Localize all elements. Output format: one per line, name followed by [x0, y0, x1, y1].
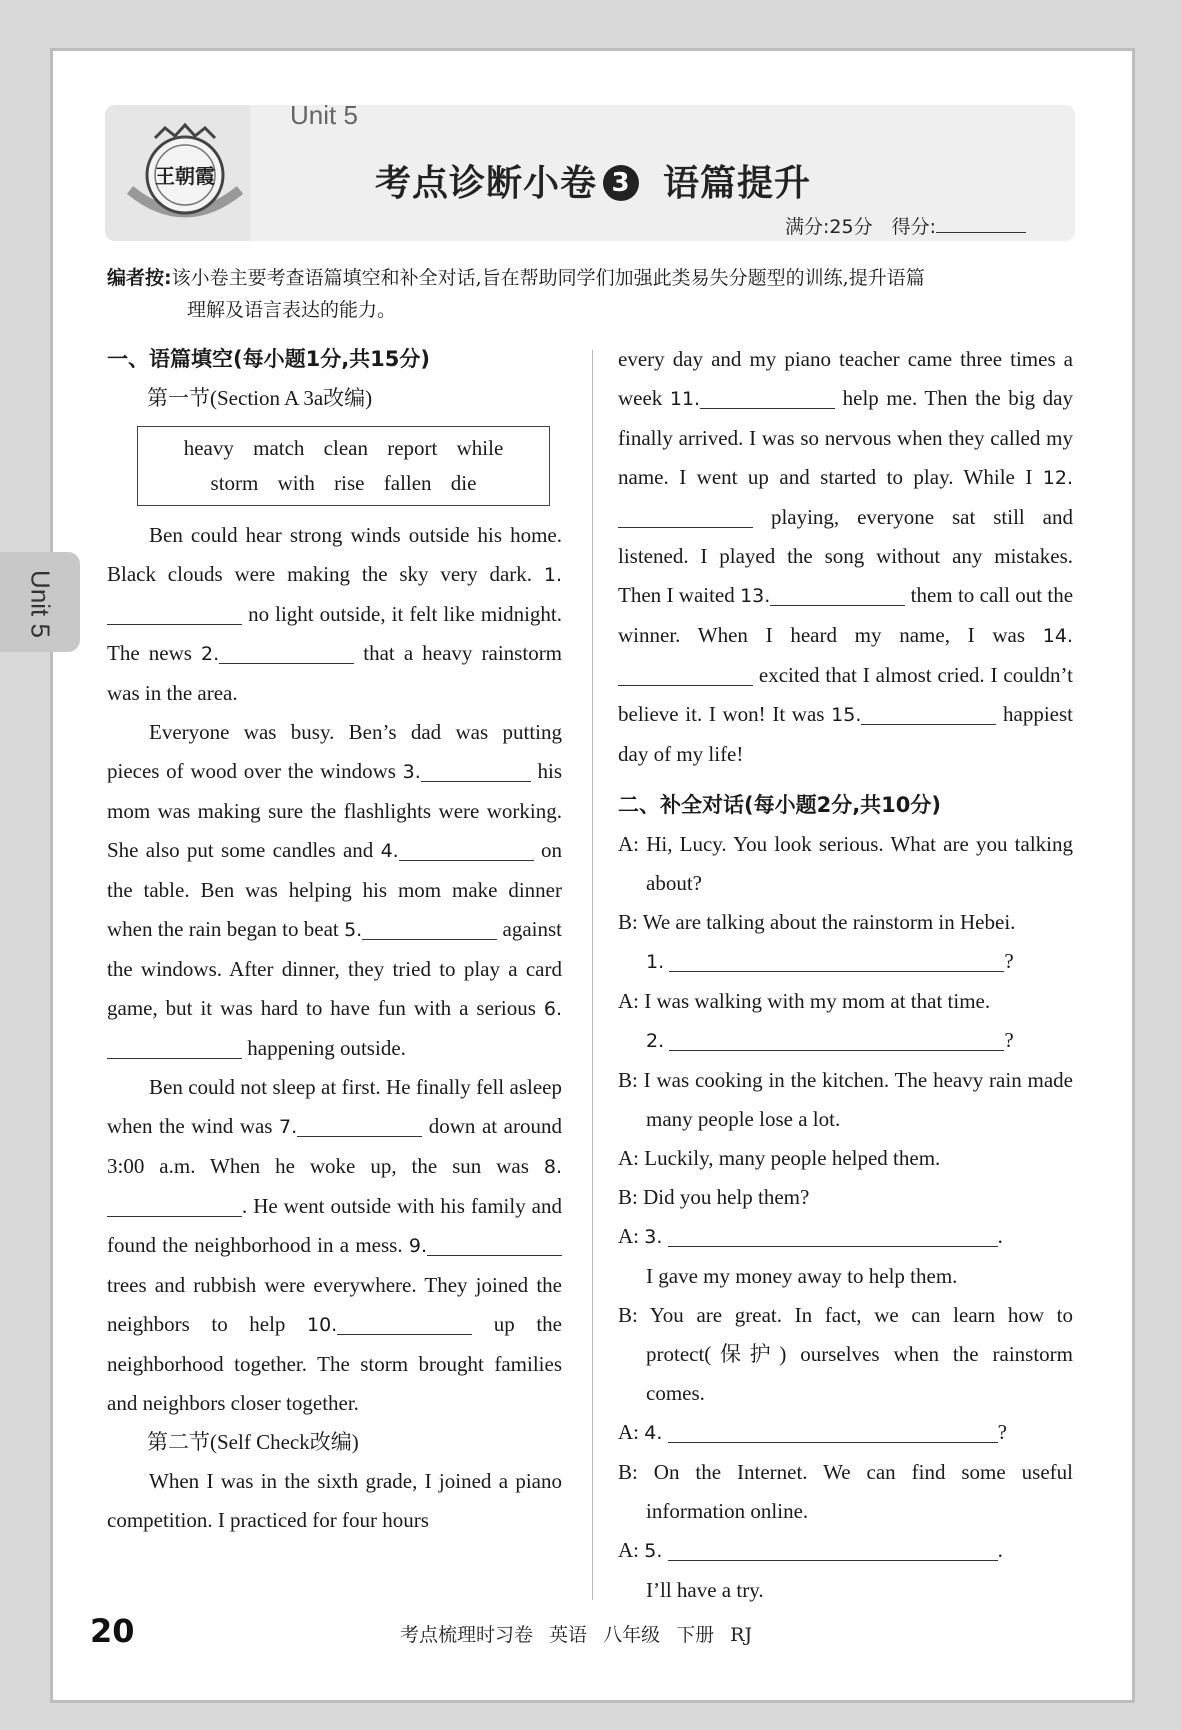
blank-11[interactable]: [700, 386, 835, 409]
unit-label: Unit 5: [290, 100, 358, 130]
dialogue-answer-5: A: 5. .: [618, 1538, 1003, 1562]
dialogue-blank-5[interactable]: [668, 1538, 998, 1561]
blank-1[interactable]: [107, 602, 242, 625]
left-column: [107, 340, 562, 1540]
dialogue-line: A: Luckily, many people helped them.: [618, 1146, 941, 1170]
blank-12[interactable]: [618, 505, 753, 528]
dialogue-answer-3: A: 3. .: [618, 1224, 1003, 1248]
blank-14[interactable]: [618, 663, 753, 686]
dialogue-line: I gave my money away to help them.: [646, 1264, 958, 1288]
passage-paragraph: Ben could hear strong winds outside his home. Black clouds were making the sky very dark. 1. no light outside, it felt like midnight. The news 2. that a heavy rainstorm was in the area.: [107, 523, 563, 705]
score-line: 满分:25分 得分:: [785, 212, 1026, 239]
blank-3[interactable]: [421, 759, 531, 782]
word-bank: heavy match clean report while storm with rise fallen die: [137, 426, 550, 506]
blank-13[interactable]: [770, 583, 905, 606]
dialogue-blank-4[interactable]: [668, 1420, 998, 1443]
passage-paragraph: Everyone was busy. Ben’s dad was putting pieces of wood over the windows 3. his mom was making sure the flashlights were working. She also put some candles and 4. on the table. Ben was helping his mom make dinner when the rain began to beat 5. against the windows. After dinner, they tried to play a card game, but it was hard to have fun with a serious 6. happening outside.: [107, 720, 563, 1060]
dialogue-blank-1[interactable]: [669, 949, 1004, 972]
editor-note: 编者按:该小卷主要考查语篇填空和补全对话,旨在帮助同学们加强此类易失分题型的训练,提升语篇 理解及语言表达的能力。: [107, 267, 925, 321]
side-unit-tab: Unit 5: [0, 552, 80, 652]
logo-text: 王朝霞: [155, 164, 215, 188]
right-column: [618, 340, 1073, 1610]
section1-heading: 第一节(Section A 3a改编): [147, 386, 373, 410]
dialogue-line: A: I was walking with my mom at that time.: [618, 989, 991, 1013]
circled-number: 3: [603, 165, 639, 201]
page-title: 考点诊断小卷 3 语篇提升: [375, 163, 812, 204]
dialogue-blank-3[interactable]: [668, 1224, 998, 1247]
dialogue-answer-2: 2. ?: [646, 1028, 1014, 1052]
dialogue-line: B: Did you help them?: [618, 1185, 810, 1209]
blank-4[interactable]: [399, 838, 534, 861]
passage-paragraph: When I was in the sixth grade, I joined a piano competition. I practiced for four hours: [107, 1469, 562, 1532]
column-divider: [592, 350, 593, 1600]
part1-heading: 一、语篇填空(每小题1分,共15分): [107, 347, 431, 371]
dialogue-line: B: I was cooking in the kitchen. The heavy rain made many people lose a lot.: [618, 1068, 1073, 1131]
footer-text: 考点梳理时习卷 英语 八年级 下册 RJ: [400, 1624, 753, 1646]
dialogue-line: B: You are great. In fact, we can learn how to protect(保护) ourselves when the rainstorm comes.: [618, 1303, 1073, 1405]
dialogue-line: B: We are talking about the rainstorm in Hebei.: [618, 910, 1016, 934]
section2-heading: 第二节(Self Check改编): [147, 1430, 359, 1454]
page-number: 20: [90, 1612, 135, 1650]
blank-2[interactable]: [219, 641, 354, 664]
dialogue-line: A: Hi, Lucy. You look serious. What are you talking about?: [618, 832, 1073, 895]
blank-10[interactable]: [337, 1312, 472, 1335]
dialogue-answer-1: 1. ?: [646, 949, 1014, 973]
passage-paragraph: Ben could not sleep at first. He finally fell asleep when the wind was 7. down at around 3:00 a.m. When he woke up, the sun was 8.. He went outside with his family and found the neighborhood in a mess. 9. trees and rubbish were everywhere. They joined the neighbors to help 10. up the neighborhood together. The storm brought families and neighbors closer together.: [107, 1075, 563, 1415]
score-blank[interactable]: [936, 232, 1026, 233]
blank-6[interactable]: [107, 1036, 242, 1059]
blank-15[interactable]: [861, 702, 996, 725]
publisher-logo: [120, 120, 250, 230]
blank-9[interactable]: [427, 1233, 562, 1256]
dialogue-answer-4: A: 4. ?: [618, 1420, 1007, 1444]
passage-continued: every day and my piano teacher came three times a week 11. help me. Then the big day finally arrived. I was so nervous when they called my name. I went up and started to play. While I 12. playing, everyone sat still and listened. I played the song without any mistakes. Then I waited 13. them to call out the winner. When I heard my name, I was 14. excited that I almost cried. I couldn’t believe it. I won! It was 15. happiest day of my life!: [618, 347, 1074, 766]
part2-heading: 二、补全对话(每小题2分,共10分): [618, 793, 942, 817]
blank-8[interactable]: [107, 1194, 242, 1217]
dialogue-blank-2[interactable]: [669, 1028, 1004, 1051]
dialogue-line: B: On the Internet. We can find some useful information online.: [618, 1460, 1073, 1523]
blank-7[interactable]: [297, 1114, 422, 1137]
dialogue-line: I’ll have a try.: [646, 1578, 764, 1602]
blank-5[interactable]: [362, 917, 497, 940]
